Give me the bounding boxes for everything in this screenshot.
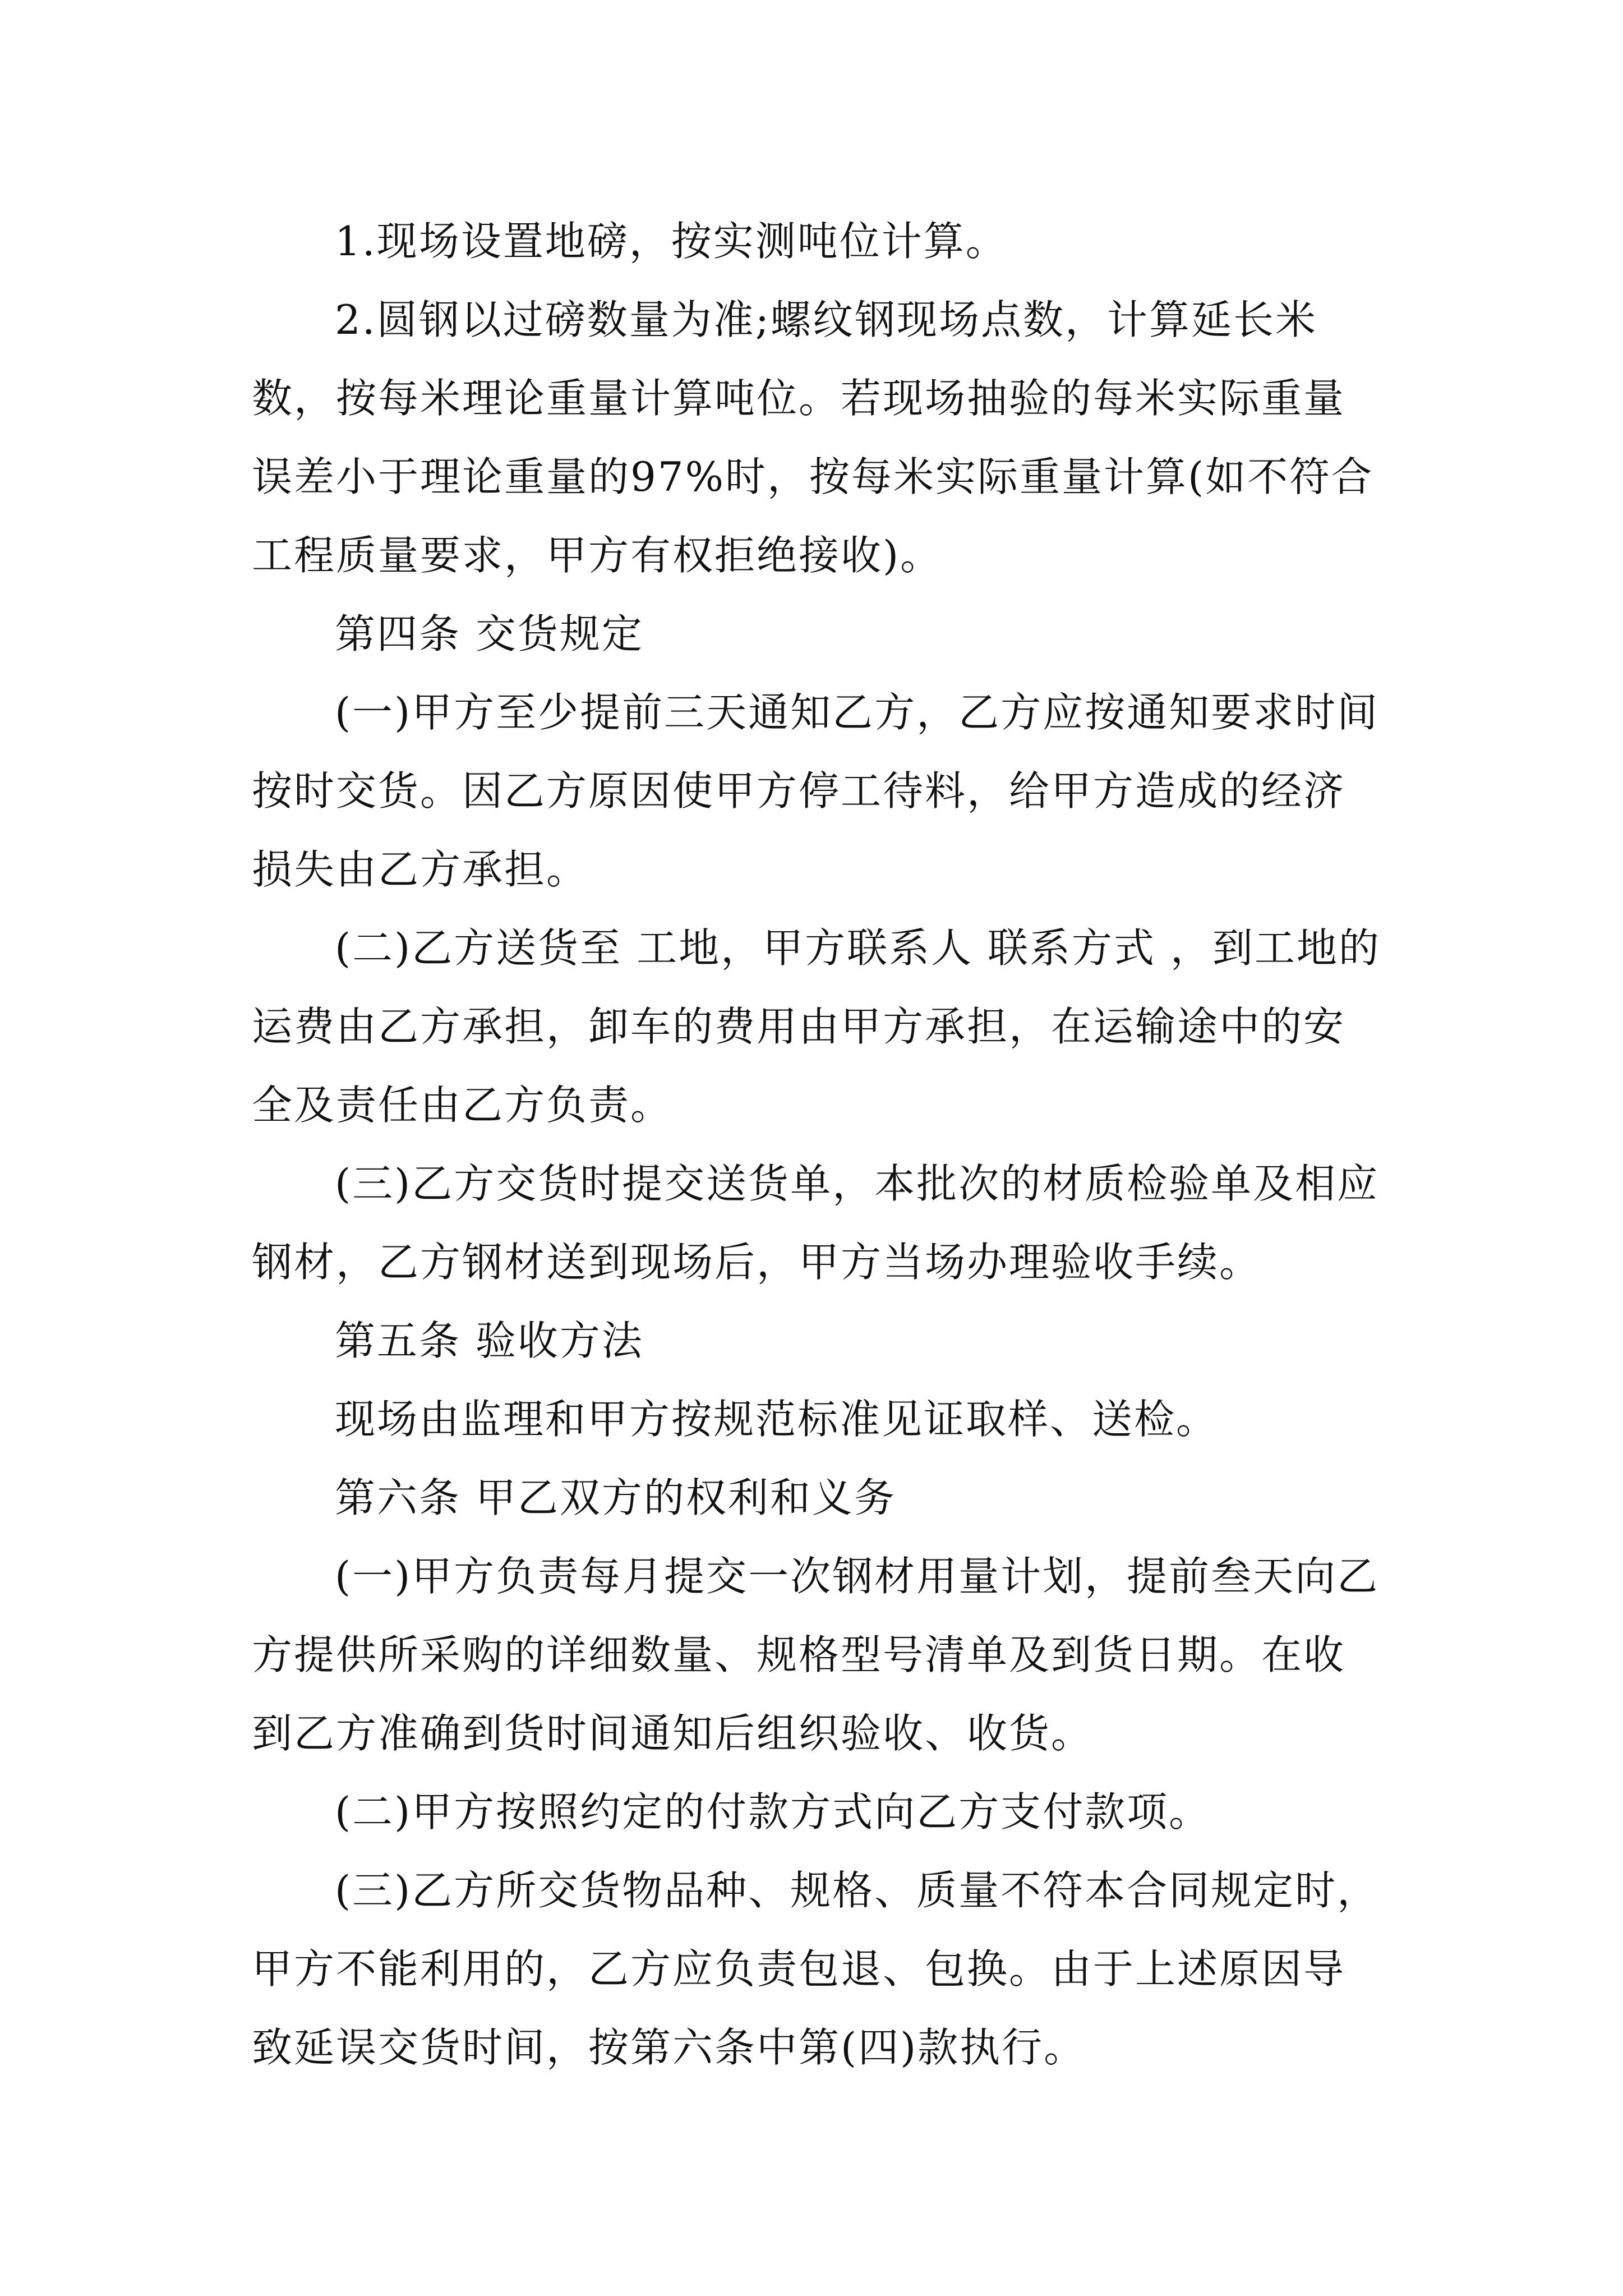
paragraph-party-b-returns: (三)乙方所交货物品种、规格、质量不符本合同规定时，甲方不能利用的，乙方应负责包退、包换。由于上述原因导致延误交货时间，按第六条中第(四)款执行。: [252, 1867, 1380, 2071]
paragraph-party-a-plan: (一)甲方负责每月提交一次钢材用量计划，提前叁天向乙方提供所采购的详细数量、规格型号清单及到货日期。在收到乙方准确到货时间通知后组织验收、收货。: [252, 1553, 1380, 1757]
heading-article-4: 第四条 交货规定: [335, 610, 644, 657]
heading-article-6: 第六条 甲乙双方的权利和义务: [335, 1474, 896, 1521]
paragraph-inspection-method: 现场由监理和甲方按规范标准见证取样、送检。: [335, 1396, 1219, 1443]
paragraph-steel-measurement: 2.圆钢以过磅数量为准;螺纹钢现场点数，计算延长米数，按每米理论重量计算吨位。若现场抽验的每米实际重量误差小于理论重量的97%时，按每米实际重量计算(如不符合工程质量要求，甲方有权拒绝接收)。: [252, 296, 1374, 579]
paragraph-delivery-location: (二)乙方送货至 工地，甲方联系人 联系方式 ，到工地的运费由乙方承担，卸车的费用由甲方承担，在运输途中的安全及责任由乙方负责。: [252, 924, 1381, 1129]
document-body: [252, 202, 1385, 2087]
paragraph-weighing-method: 1.现场设置地磅，按实测吨位计算。: [335, 218, 1008, 265]
paragraph-delivery-documents: (三)乙方交货时提交送货单，本批次的材质检验单及相应钢材，乙方钢材送到现场后，甲方当场办理验收手续。: [252, 1160, 1380, 1286]
heading-article-5: 第五条 验收方法: [335, 1317, 644, 1364]
paragraph-delivery-notice: (一)甲方至少提前三天通知乙方，乙方应按通知要求时间按时交货。因乙方原因使甲方停工待料，给甲方造成的经济损失由乙方承担。: [252, 689, 1380, 893]
paragraph-party-a-payment: (二)甲方按照约定的付款方式向乙方支付款项。: [335, 1788, 1211, 1835]
